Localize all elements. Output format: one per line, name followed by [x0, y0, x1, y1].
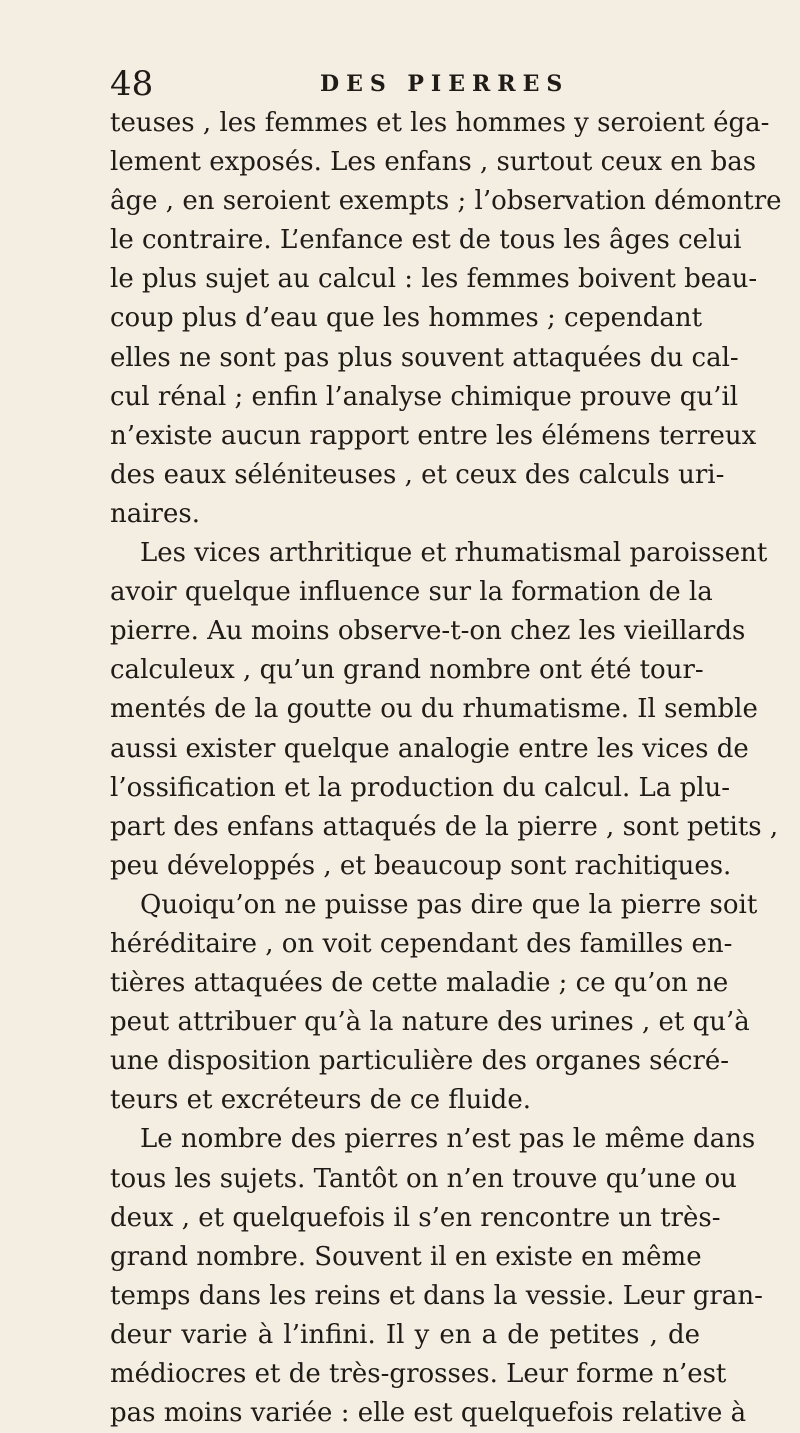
text-line: teurs et excréteurs de ce fluide.	[110, 1085, 531, 1116]
text-line: n’existe aucun rapport entre les élémens terreux	[110, 420, 757, 451]
text-line: le contraire. L’enfance est de tous les âges celui	[110, 225, 742, 256]
body-text	[110, 104, 782, 1433]
text-line: cul rénal ; enfin l’analyse chimique prouve qu’il	[110, 381, 739, 412]
text-line: tières attaquées de cette maladie ; ce qu’on ne	[110, 968, 729, 999]
text-line: peut attribuer qu’à la nature des urines , et qu’à	[110, 1007, 750, 1038]
running-title: DES PIERRES	[320, 71, 570, 97]
text-line: aussi exister quelque analogie entre les vices de	[110, 733, 749, 764]
text-line: l’ossification et la production du calcul. La plu-	[110, 772, 731, 803]
page-number: 48	[110, 64, 154, 104]
text-line: âge , en seroient exempts ; l’observation démontre	[110, 186, 782, 217]
page-header	[110, 64, 680, 104]
text-line: médiocres et de très-grosses. Leur forme n’est	[110, 1359, 727, 1389]
text-line: teuses , les femmes et les hommes y seroient éga-	[110, 108, 770, 138]
text-line: temps dans les reins et dans la vessie. Leur gran-	[110, 1280, 763, 1311]
text-line: deur varie à l’infini. Il y en a de petites , de	[110, 1319, 700, 1350]
text-line: des eaux séléniteuses , et ceux des calculs uri-	[110, 459, 725, 490]
text-line: lement exposés. Les enfans , surtout ceux en bas	[110, 147, 757, 178]
text-line: naires.	[110, 498, 200, 529]
text-line: Quoiqu’on ne puisse pas dire que la pierre soit	[140, 889, 758, 920]
text-line: grand nombre. Souvent il en existe en même	[110, 1241, 702, 1272]
text-line: pas moins variée : elle est quelquefois relative à	[110, 1398, 747, 1429]
text-line: tous les sujets. Tantôt on n’en trouve qu’une ou	[110, 1163, 737, 1194]
text-line: coup plus d’eau que les hommes ; cependant	[110, 303, 703, 334]
text-line: calculeux , qu’un grand nombre ont été tour-	[110, 655, 704, 686]
text-line: avoir quelque influence sur la formation de la	[110, 577, 713, 608]
text-line: part des enfans attaqués de la pierre , sont petits ,	[110, 811, 779, 842]
text-line: le plus sujet au calcul : les femmes boivent beau-	[110, 264, 758, 295]
text-line: Le nombre des pierres n’est pas le même dans	[140, 1124, 756, 1155]
text-line: mentés de la goutte ou du rhumatisme. Il semble	[110, 694, 758, 725]
text-line: elles ne sont pas plus souvent attaquées du cal-	[110, 342, 739, 373]
text-line: une disposition particulière des organes sécré-	[110, 1046, 730, 1077]
text-line: pierre. Au moins observe-t-on chez les vieillards	[110, 616, 746, 647]
text-line: deux , et quelquefois il s’en rencontre un très-	[110, 1202, 721, 1233]
text-line: Les vices arthritique et rhumatismal paroissent	[140, 538, 768, 569]
text-line: peu développés , et beaucoup sont rachitiques.	[110, 850, 732, 881]
text-line: héréditaire , on voit cependant des familles en-	[110, 928, 733, 959]
